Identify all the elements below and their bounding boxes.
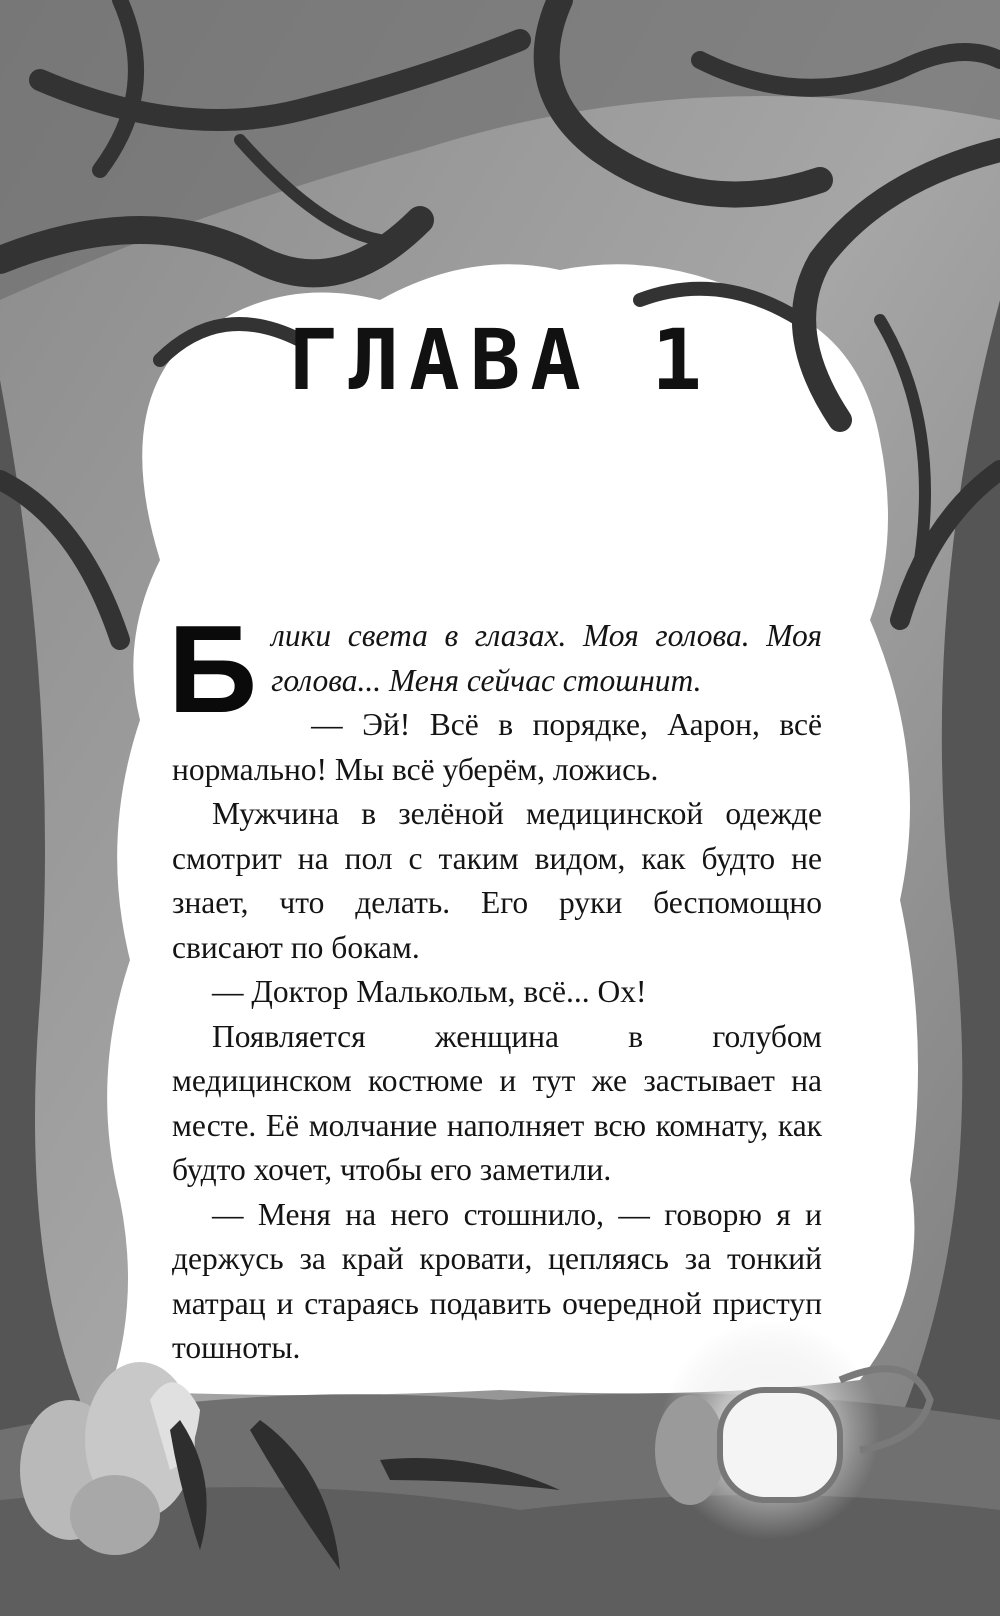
paragraph: Мужчина в зелёной медицинской одежде смотрит на пол с таким видом, как будто не знает, что делать. Его руки беспомощно свисают по бокам. xyxy=(172,796,822,965)
chapter-text xyxy=(168,601,822,1371)
chapter-title: ГЛАВА 1 xyxy=(287,311,712,409)
paragraph: — Эй! Всё в порядке, Аарон, всё нормально! Мы всё уберём, ложись. xyxy=(172,707,822,787)
paragraph: — Меня на него стошнило, — говорю я и держусь за край кровати, цепляясь за тонкий матрац и стараясь подавить очередной приступ тошноты. xyxy=(172,1196,822,1365)
paragraph: Появляется женщина в голубом медицинском костюме и тут же застывает на месте. Её молчание наполняет всю комнату, как будто хочет, чтобы его заметили. xyxy=(172,1018,822,1187)
paragraph: — Доктор Малькольм, всё... Ох! xyxy=(212,974,647,1009)
drop-cap: Б xyxy=(168,601,258,739)
opening-paragraph xyxy=(168,601,822,739)
opening-italic-text: лики света в глазах. Моя голова. Моя голова... Меня сейчас стошнит. xyxy=(271,618,822,698)
